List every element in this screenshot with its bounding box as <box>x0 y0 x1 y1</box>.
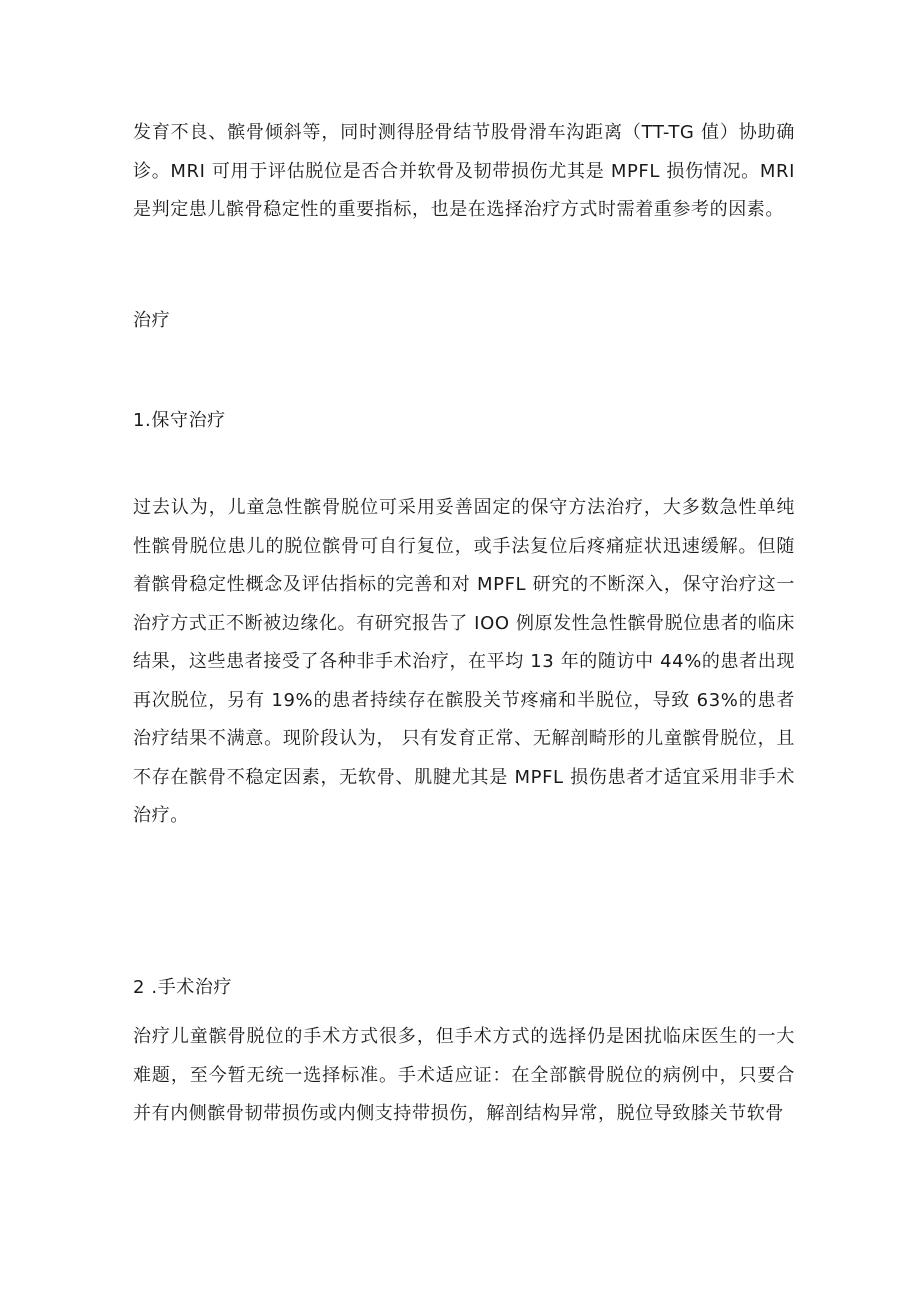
section-heading-treatment: 治疗 <box>133 310 171 331</box>
subheading-surgical-treatment: 2 .手术治疗 <box>133 977 233 998</box>
surgical-treatment-paragraph: 治疗儿童髌骨脱位的手术方式很多，但手术方式的选择仍是困扰临床医生的一大难题，至今暂无统一选择标准。手术适应证：在全部髌骨脱位的病例中，只要合并有内侧髌骨韧带损伤或内侧支持带损伤，解剖结构异常，脱位导致膝关节软骨 <box>133 1026 795 1124</box>
subheading-conservative-treatment: 1.保守治疗 <box>133 410 226 431</box>
intro-paragraph: 发育不良、髌骨倾斜等，同时测得胫骨结节股骨滑车沟距离（TT-TG 值）协助确诊。MRI 可用于评估脱位是否合并软骨及韧带损伤尤其是 MPFL 损伤情况。MRI 是判定患儿髌骨稳定性的重要指标，也是在选择治疗方式时需着重参考的因素。 <box>133 122 795 220</box>
conservative-treatment-paragraph: 过去认为，儿童急性髌骨脱位可采用妥善固定的保守方法治疗，大多数急性单纯性髌骨脱位患儿的脱位髌骨可自行复位，或手法复位后疼痛症状迅速缓解。但随着髌骨稳定性概念及评估指标的完善和对 MPFL 研究的不断深入，保守治疗这一治疗方式正不断被边缘化。有研究报告了 IOO 例原发性急性髌骨脱位患者的临床结果，这些患者接受了各种非手术治疗，在平均 13 年的随访中 44%的患者出现再次脱位，另有 19%的患者持续存在髌股关节疼痛和半脱位，导致 63%的患者治疗结果不满意。现阶段认为， 只有发育正常、无解剖畸形的儿童髌骨脱位，且不存在髌骨不稳定因素，无软骨、肌腱尤其是 MPFL 损伤患者才适宜采用非手术治疗。 <box>133 497 795 826</box>
